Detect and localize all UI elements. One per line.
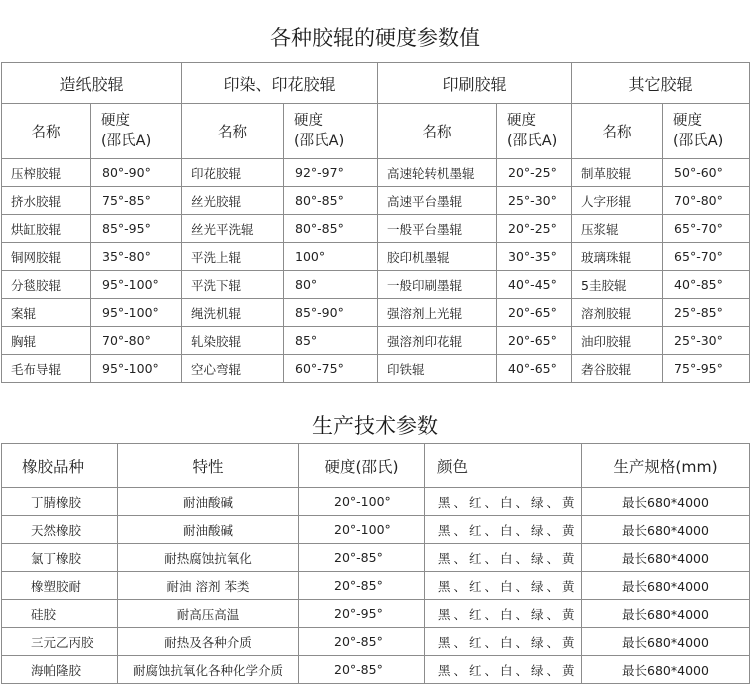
roller-name-cell: 丝光平洗辊: [182, 215, 284, 243]
hardness-table: [1, 62, 750, 383]
roller-name-cell: 分毯胶辊: [2, 271, 91, 299]
name-column-header: 名称: [182, 104, 284, 159]
roller-name-cell: 溶剂胶辊: [572, 299, 663, 327]
hardness-value-cell: 40°-65°: [497, 355, 572, 383]
roller-name-cell: 胸辊: [2, 327, 91, 355]
hardness-value-cell: 100°: [284, 243, 378, 271]
roller-name-cell: 印花胶辊: [182, 159, 284, 187]
roller-name-cell: 胶印机墨辊: [378, 243, 497, 271]
hardness-value-cell: 65°-70°: [663, 243, 750, 271]
hardness-value-cell: 70°-80°: [663, 187, 750, 215]
hardness-value-cell: 35°-80°: [91, 243, 182, 271]
roller-name-cell: 毛布导辊: [2, 355, 91, 383]
roller-name-cell: 绳洗机辊: [182, 299, 284, 327]
roller-name-cell: 高速平台墨辊: [378, 187, 497, 215]
color-cell: 黑、红、白、绿、黄: [425, 628, 582, 656]
hardness-cell: 20°-85°: [299, 628, 425, 656]
hardness-value-cell: 50°-60°: [663, 159, 750, 187]
property-cell: 耐热腐蚀抗氧化: [118, 544, 299, 572]
hardness-value-cell: 95°-100°: [91, 299, 182, 327]
rubber-type-cell: 氯丁橡胶: [2, 544, 118, 572]
roller-name-cell: 挤水胶辊: [2, 187, 91, 215]
rubber-type-cell: 硅胶: [2, 600, 118, 628]
hardness-value-cell: 85°: [284, 327, 378, 355]
hardness-column-header: [284, 104, 378, 159]
hardness-value-cell: 25°-30°: [497, 187, 572, 215]
roller-name-cell: 油印胶辊: [572, 327, 663, 355]
hardness-header-unit: (邵氏A): [294, 133, 345, 149]
table-row: [2, 488, 750, 516]
hardness-value-cell: 20°-65°: [497, 327, 572, 355]
hardness-value-cell: 25°-85°: [663, 299, 750, 327]
roller-name-cell: 玻璃珠辊: [572, 243, 663, 271]
group-header-row: [2, 63, 750, 104]
hardness-value-cell: 40°-45°: [497, 271, 572, 299]
spec-cell: 最长680*4000: [582, 628, 750, 656]
roller-name-cell: 平洗上辊: [182, 243, 284, 271]
table-row: [2, 327, 750, 355]
production-column-header: 特性: [118, 444, 299, 488]
color-cell: 黑、红、白、绿、黄: [425, 572, 582, 600]
table-row: [2, 600, 750, 628]
table-row: [2, 628, 750, 656]
hardness-value-cell: 65°-70°: [663, 215, 750, 243]
hardness-value-cell: 40°-85°: [663, 271, 750, 299]
roller-name-cell: 轧染胶辊: [182, 327, 284, 355]
roller-name-cell: 案辊: [2, 299, 91, 327]
table-row: [2, 271, 750, 299]
hardness-cell: 20°-95°: [299, 600, 425, 628]
hardness-column-header: [497, 104, 572, 159]
name-column-header: 名称: [572, 104, 663, 159]
roller-name-cell: 强溶剂印花辊: [378, 327, 497, 355]
name-column-header: 名称: [378, 104, 497, 159]
table-row: [2, 187, 750, 215]
property-cell: 耐油酸碱: [118, 516, 299, 544]
roller-name-cell: 高速轮转机墨辊: [378, 159, 497, 187]
rubber-type-cell: 三元乙丙胶: [2, 628, 118, 656]
roller-name-cell: 压浆辊: [572, 215, 663, 243]
hardness-header-unit: (邵氏A): [101, 133, 152, 149]
name-column-header: 名称: [2, 104, 91, 159]
hardness-column-header: [91, 104, 182, 159]
hardness-header-unit: (邵氏A): [673, 133, 724, 149]
hardness-value-cell: 20°-25°: [497, 215, 572, 243]
table-row: [2, 544, 750, 572]
hardness-cell: 20°-100°: [299, 516, 425, 544]
table-row: [2, 215, 750, 243]
hardness-value-cell: 80°-90°: [91, 159, 182, 187]
color-cell: 黑、红、白、绿、黄: [425, 544, 582, 572]
hardness-value-cell: 95°-100°: [91, 271, 182, 299]
roller-name-cell: 空心弯辊: [182, 355, 284, 383]
table-row: [2, 572, 750, 600]
hardness-cell: 20°-85°: [299, 572, 425, 600]
color-cell: 黑、红、白、绿、黄: [425, 656, 582, 684]
roller-name-cell: 制革胶辊: [572, 159, 663, 187]
table-row: [2, 516, 750, 544]
hardness-value-cell: 20°-65°: [497, 299, 572, 327]
property-cell: 耐高压高温: [118, 600, 299, 628]
hardness-value-cell: 92°-97°: [284, 159, 378, 187]
spec-cell: 最长680*4000: [582, 656, 750, 684]
rubber-type-cell: 丁腈橡胶: [2, 488, 118, 516]
rubber-type-cell: 橡塑胶耐: [2, 572, 118, 600]
hardness-value-cell: 70°-80°: [91, 327, 182, 355]
roller-name-cell: 平洗下辊: [182, 271, 284, 299]
spec-cell: 最长680*4000: [582, 600, 750, 628]
property-cell: 耐热及各种介质: [118, 628, 299, 656]
roller-name-cell: 压榨胶辊: [2, 159, 91, 187]
hardness-value-cell: 75°-95°: [663, 355, 750, 383]
roller-name-cell: 印铁辊: [378, 355, 497, 383]
hardness-value-cell: 85°-90°: [284, 299, 378, 327]
production-column-header: 硬度(邵氏): [299, 444, 425, 488]
color-cell: 黑、红、白、绿、黄: [425, 488, 582, 516]
property-cell: 耐油酸碱: [118, 488, 299, 516]
hardness-value-cell: 80°-85°: [284, 215, 378, 243]
roller-name-cell: 烘缸胶辊: [2, 215, 91, 243]
roller-name-cell: 人字形辊: [572, 187, 663, 215]
spec-cell: 最长680*4000: [582, 572, 750, 600]
production-column-header: 生产规格(mm): [582, 444, 750, 488]
hardness-header-label: 硬度: [507, 113, 537, 129]
roller-name-cell: 一般平台墨辊: [378, 215, 497, 243]
rubber-type-cell: 海帕隆胶: [2, 656, 118, 684]
group-header: 印刷胶辊: [378, 63, 572, 104]
hardness-value-cell: 80°: [284, 271, 378, 299]
hardness-header-label: 硬度: [673, 113, 703, 129]
hardness-header-label: 硬度: [101, 113, 130, 129]
color-cell: 黑、红、白、绿、黄: [425, 600, 582, 628]
hardness-cell: 20°-85°: [299, 656, 425, 684]
production-table: [1, 443, 750, 684]
production-header-row: [2, 444, 750, 488]
group-header: 其它胶辊: [572, 63, 750, 104]
production-column-header: 橡胶品种: [2, 444, 118, 488]
roller-name-cell: 丝光胶辊: [182, 187, 284, 215]
table-row: [2, 243, 750, 271]
roller-name-cell: 一般印刷墨辊: [378, 271, 497, 299]
hardness-value-cell: 30°-35°: [497, 243, 572, 271]
spec-cell: 最长680*4000: [582, 488, 750, 516]
hardness-column-header: [663, 104, 750, 159]
property-cell: 耐腐蚀抗氧化各种化学介质: [118, 656, 299, 684]
rubber-type-cell: 天然橡胶: [2, 516, 118, 544]
roller-name-cell: 砻谷胶辊: [572, 355, 663, 383]
hardness-value-cell: 25°-30°: [663, 327, 750, 355]
table-row: [2, 299, 750, 327]
table-row: [2, 656, 750, 684]
hardness-value-cell: 20°-25°: [497, 159, 572, 187]
hardness-cell: 20°-85°: [299, 544, 425, 572]
property-cell: 耐油 溶剂 苯类: [118, 572, 299, 600]
hardness-cell: 20°-100°: [299, 488, 425, 516]
color-cell: 黑、红、白、绿、黄: [425, 516, 582, 544]
group-header: 印染、印花胶辊: [182, 63, 378, 104]
spec-cell: 最长680*4000: [582, 544, 750, 572]
roller-name-cell: 5圭胶辊: [572, 271, 663, 299]
hardness-value-cell: 85°-95°: [91, 215, 182, 243]
production-table-title: 生产技术参数: [312, 414, 438, 438]
hardness-table-title: 各种胶辊的硬度参数值: [270, 26, 480, 50]
hardness-header-unit: (邵氏A): [507, 133, 558, 149]
hardness-value-cell: 80°-85°: [284, 187, 378, 215]
table-row: [2, 355, 750, 383]
hardness-value-cell: 95°-100°: [91, 355, 182, 383]
column-header-row: [2, 104, 750, 159]
table-row: [2, 159, 750, 187]
spec-cell: 最长680*4000: [582, 516, 750, 544]
roller-name-cell: 强溶剂上光辊: [378, 299, 497, 327]
hardness-value-cell: 75°-85°: [91, 187, 182, 215]
hardness-header-label: 硬度: [294, 113, 324, 129]
group-header: 造纸胶辊: [2, 63, 182, 104]
hardness-value-cell: 60°-75°: [284, 355, 378, 383]
production-column-header: 颜色: [425, 444, 582, 488]
roller-name-cell: 铜网胶辊: [2, 243, 91, 271]
